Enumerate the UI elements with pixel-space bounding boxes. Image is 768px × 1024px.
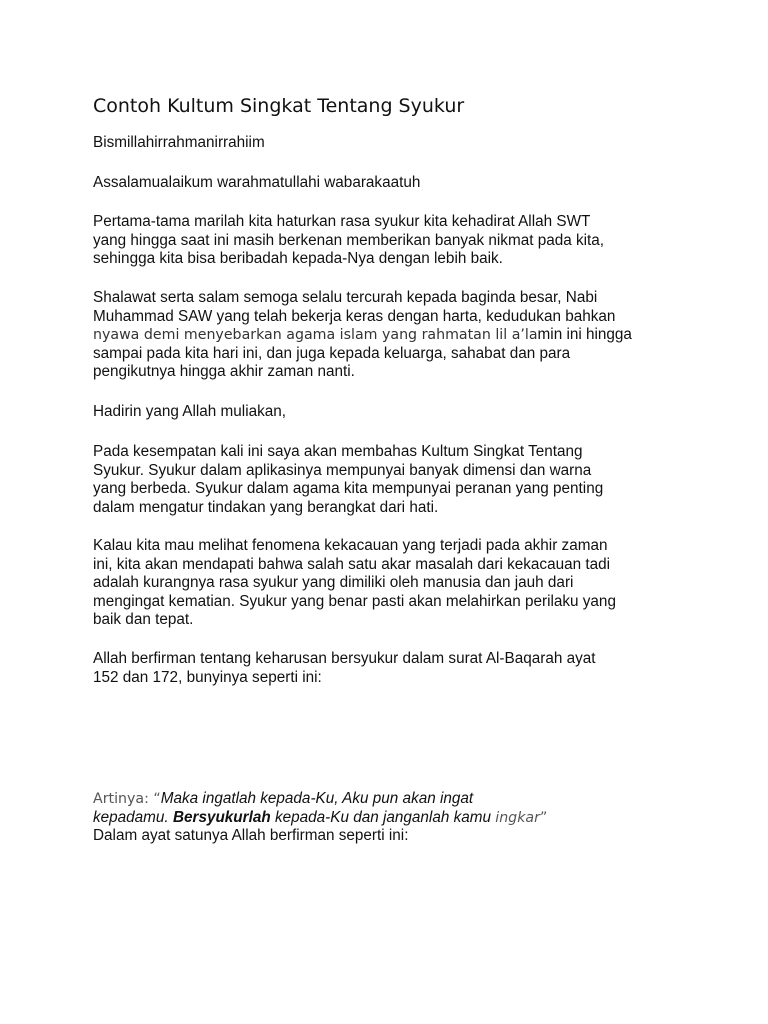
text-line: Muhammad SAW yang telah bekerja keras dengan harta, kedudukan bahkan xyxy=(93,307,616,325)
text-line: Hadirin yang Allah muliakan, xyxy=(93,403,287,420)
text-line: pengikutnya hingga akhir zaman nanti. xyxy=(93,363,355,380)
paragraph-basmalah xyxy=(93,134,693,153)
text-fragment: min ini hingga xyxy=(537,326,632,343)
quote-text: Maka ingatlah kepada-Ku, Aku pun akan ingat xyxy=(160,790,474,807)
text-line: Dalam ayat satunya Allah berfirman seperti ini: xyxy=(93,827,409,844)
text-line: dalam mengatur tindakan yang berangkat dari hati. xyxy=(93,498,439,516)
paragraph-fenomena xyxy=(93,537,693,630)
quote-bold-text: Bersyukurlah xyxy=(172,808,271,826)
text-line: yang hingga saat ini masih berkenan memberikan banyak nikmat pada kita, xyxy=(93,231,605,249)
text-line: ini, kita akan mendapati bahwa salah satu akar masalah dari kekacauan tadi xyxy=(93,555,611,573)
text-line: mengingat kematian. Syukur yang benar pasti akan melahirkan perilaku yang xyxy=(93,592,616,610)
paragraph-artinya xyxy=(93,790,693,846)
text-line: Pada kesempatan kali ini saya akan membahas Kultum Singkat Tentang xyxy=(93,443,583,460)
text-line: Assalamualaikum warahmatullahi wabarakaatuh xyxy=(93,174,421,191)
quote-text: kepadamu. xyxy=(93,808,173,826)
quote-text: kepada-Ku dan janganlah kamu xyxy=(270,808,496,826)
text-line: Pertama-tama marilah kita haturkan rasa syukur kita kehadirat Allah SWT xyxy=(93,213,591,230)
text-line xyxy=(93,790,693,809)
text-line: Bismillahirrahmanirrahiim xyxy=(93,134,265,151)
quote-close: ” xyxy=(539,809,548,826)
text-line: Shalawat serta salam semoga selalu tercurah kepada baginda besar, Nabi xyxy=(93,289,598,306)
text-line: Syukur. Syukur dalam aplikasinya mempunyai banyak dimensi dan warna xyxy=(93,461,592,479)
quote-ingkar: ingkar xyxy=(495,809,540,826)
text-line xyxy=(93,326,693,345)
text-line: Kalau kita mau melihat fenomena kekacauan yang terjadi pada akhir zaman xyxy=(93,537,608,554)
text-line: yang berbeda. Syukur dalam agama kita mempunyai peranan yang penting xyxy=(93,480,604,497)
text-line: sehingga kita bisa beribadah kepada-Nya dengan lebih baik. xyxy=(93,250,503,267)
paragraph-firman xyxy=(93,650,693,687)
text-fragment: nyawa demi menyebarkan agama islam yang rahmatan lil a’la xyxy=(93,327,538,343)
paragraph-salam xyxy=(93,174,693,193)
artinya-label: Artinya: “ xyxy=(93,791,161,807)
paragraph-opening xyxy=(93,213,693,269)
page-title: Contoh Kultum Singkat Tentang Syukur xyxy=(93,95,465,117)
text-line xyxy=(93,809,693,828)
text-line: baik dan tepat. xyxy=(93,611,194,628)
text-line: 152 dan 172, bunyinya seperti ini: xyxy=(93,668,322,686)
text-line: adalah kurangnya rasa syukur yang dimiliki oleh manusia dan jauh dari xyxy=(93,574,574,591)
paragraph-hadirin xyxy=(93,403,693,422)
text-line: Allah berfirman tentang keharusan bersyukur dalam surat Al-Baqarah ayat xyxy=(93,650,596,667)
text-line: sampai pada kita hari ini, dan juga kepada keluarga, sahabat dan para xyxy=(93,344,571,362)
paragraph-topic xyxy=(93,443,693,517)
paragraph-shalawat xyxy=(93,289,693,382)
